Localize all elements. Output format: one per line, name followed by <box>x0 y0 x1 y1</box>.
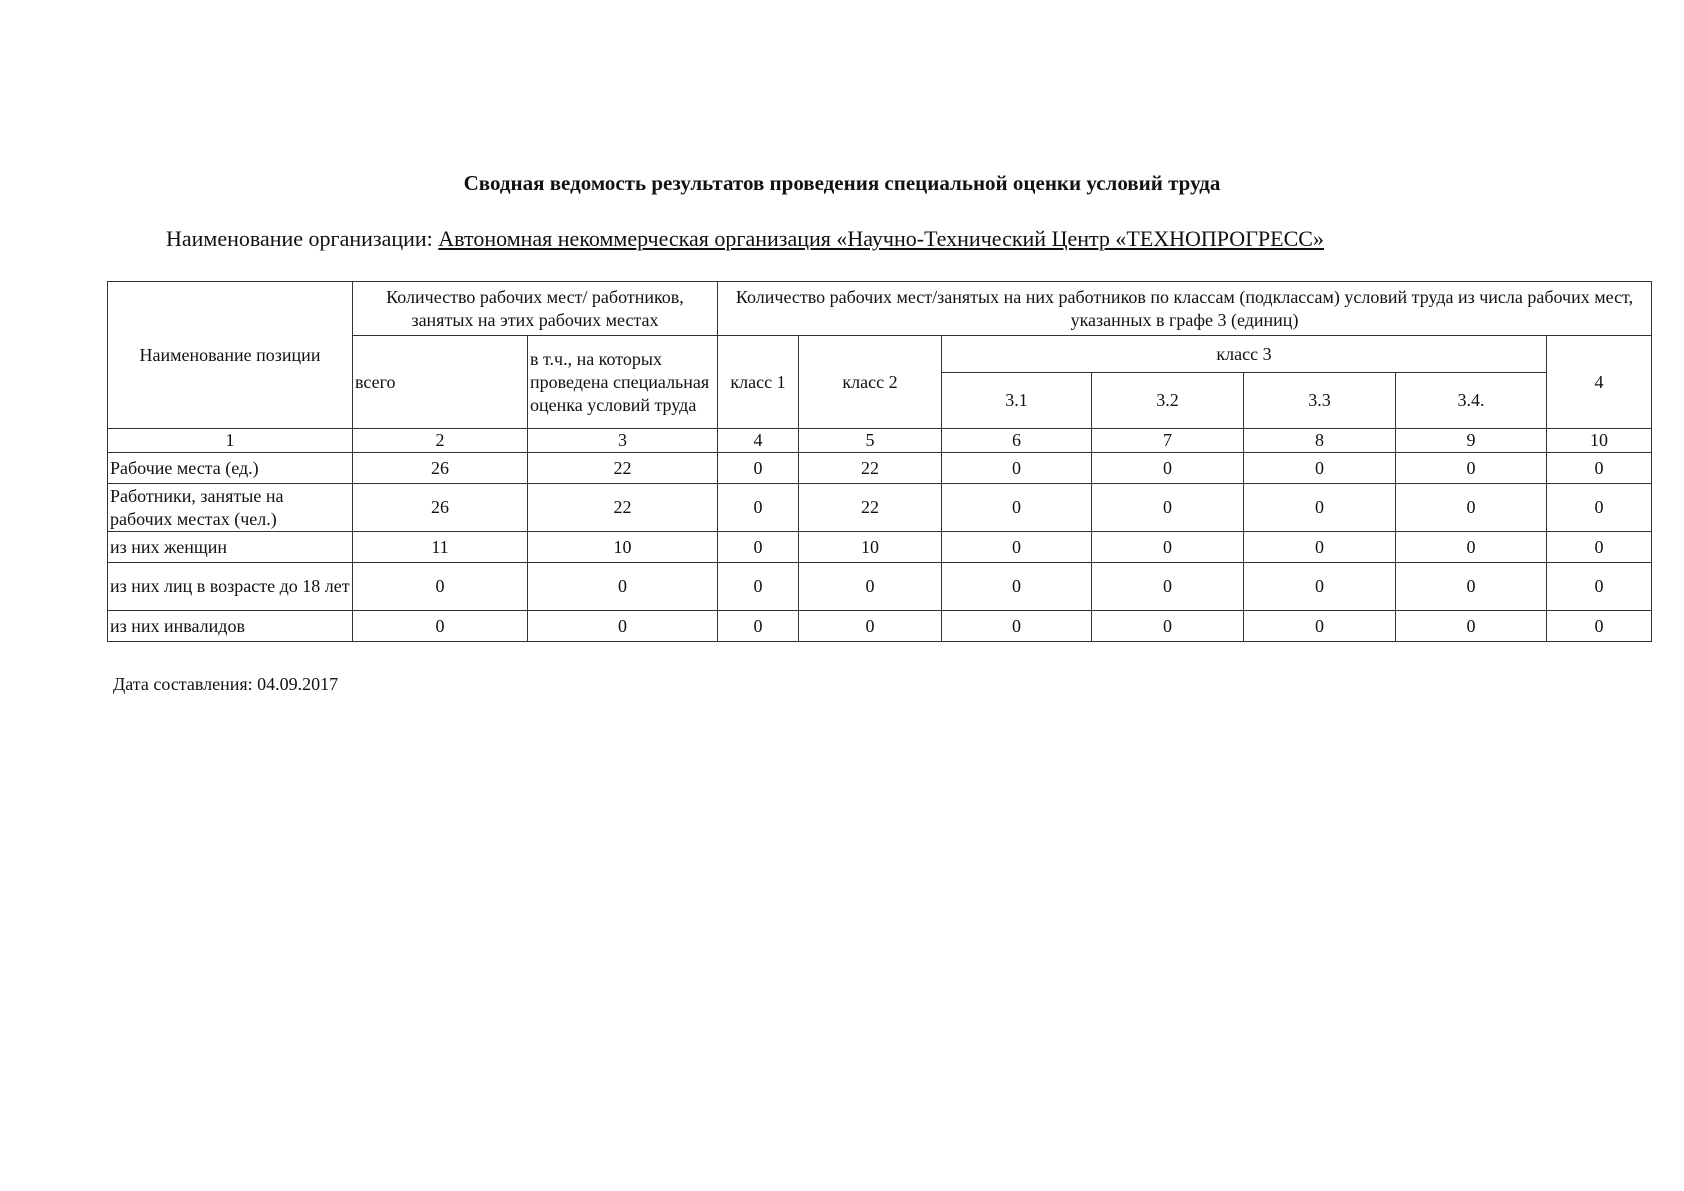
cell-value: 0 <box>718 453 799 484</box>
cell-value: 11 <box>353 532 528 563</box>
table-row <box>108 453 1652 484</box>
row-name: Работники, занятые на рабочих местах (чел.) <box>108 484 353 532</box>
cell-value: 26 <box>353 453 528 484</box>
date-label: Дата составления: <box>113 674 253 694</box>
cell-value: 0 <box>1092 453 1244 484</box>
header-class-4: 4 <box>1547 336 1652 429</box>
cell-value: 0 <box>942 611 1092 642</box>
row-name: из них лиц в возрасте до 18 лет <box>108 563 353 611</box>
header-class-1: класс 1 <box>718 336 799 429</box>
cell-value: 0 <box>1547 453 1652 484</box>
date-value: 04.09.2017 <box>257 674 339 694</box>
cell-value: 0 <box>1547 532 1652 563</box>
cell-value: 10 <box>528 532 718 563</box>
cell-value: 0 <box>1396 453 1547 484</box>
cell-value: 0 <box>353 611 528 642</box>
cell-value: 0 <box>718 484 799 532</box>
organization-name: Автономная некоммерческая организация «Научно-Технический Центр «ТЕХНОПРОГРЕСС» <box>438 226 1324 251</box>
organization-line <box>166 226 1324 252</box>
header-subclass-3-4: 3.4. <box>1396 373 1547 429</box>
cell-value: 0 <box>1396 611 1547 642</box>
cell-value: 0 <box>942 453 1092 484</box>
cell-value: 0 <box>1396 563 1547 611</box>
header-class-2: класс 2 <box>799 336 942 429</box>
header-group-classes: Количество рабочих мест/занятых на них работников по классам (подклассам) условий труда из числа рабочих мест, указанных в графе 3 (единиц) <box>718 282 1652 336</box>
cell-value: 22 <box>528 453 718 484</box>
column-number: 2 <box>353 429 528 453</box>
cell-value: 0 <box>1244 563 1396 611</box>
row-name: Рабочие места (ед.) <box>108 453 353 484</box>
cell-value: 0 <box>1547 611 1652 642</box>
cell-value: 0 <box>1244 532 1396 563</box>
row-name: из них женщин <box>108 532 353 563</box>
cell-value: 22 <box>799 484 942 532</box>
column-number: 5 <box>799 429 942 453</box>
cell-value: 0 <box>1396 532 1547 563</box>
cell-value: 10 <box>799 532 942 563</box>
cell-value: 0 <box>1092 532 1244 563</box>
cell-value: 0 <box>1244 484 1396 532</box>
cell-value: 0 <box>1092 563 1244 611</box>
table-row <box>108 563 1652 611</box>
header-group-count: Количество рабочих мест/ работников, занятых на этих рабочих местах <box>353 282 718 336</box>
cell-value: 22 <box>528 484 718 532</box>
cell-value: 0 <box>942 563 1092 611</box>
cell-value: 0 <box>528 563 718 611</box>
header-subclass-3-1: 3.1 <box>942 373 1092 429</box>
header-position-name: Наименование позиции <box>108 282 353 429</box>
column-number: 3 <box>528 429 718 453</box>
column-number-row <box>108 429 1652 453</box>
column-number: 4 <box>718 429 799 453</box>
cell-value: 0 <box>1396 484 1547 532</box>
cell-value: 26 <box>353 484 528 532</box>
cell-value: 0 <box>1547 563 1652 611</box>
column-number: 9 <box>1396 429 1547 453</box>
header-assessed: в т.ч., на которых проведена специальная оценка условий труда <box>528 336 718 429</box>
cell-value: 22 <box>799 453 942 484</box>
cell-value: 0 <box>718 563 799 611</box>
header-subclass-3-3: 3.3 <box>1244 373 1396 429</box>
cell-value: 0 <box>718 532 799 563</box>
cell-value: 0 <box>1547 484 1652 532</box>
column-number: 8 <box>1244 429 1396 453</box>
cell-value: 0 <box>353 563 528 611</box>
header-row-1 <box>108 282 1652 336</box>
cell-value: 0 <box>799 563 942 611</box>
header-total: всего <box>353 336 528 429</box>
table-row <box>108 532 1652 563</box>
row-name: из них инвалидов <box>108 611 353 642</box>
cell-value: 0 <box>1092 484 1244 532</box>
cell-value: 0 <box>718 611 799 642</box>
column-number: 7 <box>1092 429 1244 453</box>
table-row <box>108 611 1652 642</box>
header-subclass-3-2: 3.2 <box>1092 373 1244 429</box>
summary-table <box>107 281 1652 642</box>
cell-value: 0 <box>528 611 718 642</box>
organization-label: Наименование организации: <box>166 226 433 251</box>
cell-value: 0 <box>1244 453 1396 484</box>
cell-value: 0 <box>1244 611 1396 642</box>
document-title: Сводная ведомость результатов проведения специальной оценки условий труда <box>463 171 1221 195</box>
header-class-3: класс 3 <box>942 336 1547 373</box>
cell-value: 0 <box>942 484 1092 532</box>
column-number: 6 <box>942 429 1092 453</box>
cell-value: 0 <box>1092 611 1244 642</box>
column-number: 1 <box>108 429 353 453</box>
column-number: 10 <box>1547 429 1652 453</box>
cell-value: 0 <box>799 611 942 642</box>
table-row <box>108 484 1652 532</box>
compilation-date <box>113 674 338 695</box>
cell-value: 0 <box>942 532 1092 563</box>
